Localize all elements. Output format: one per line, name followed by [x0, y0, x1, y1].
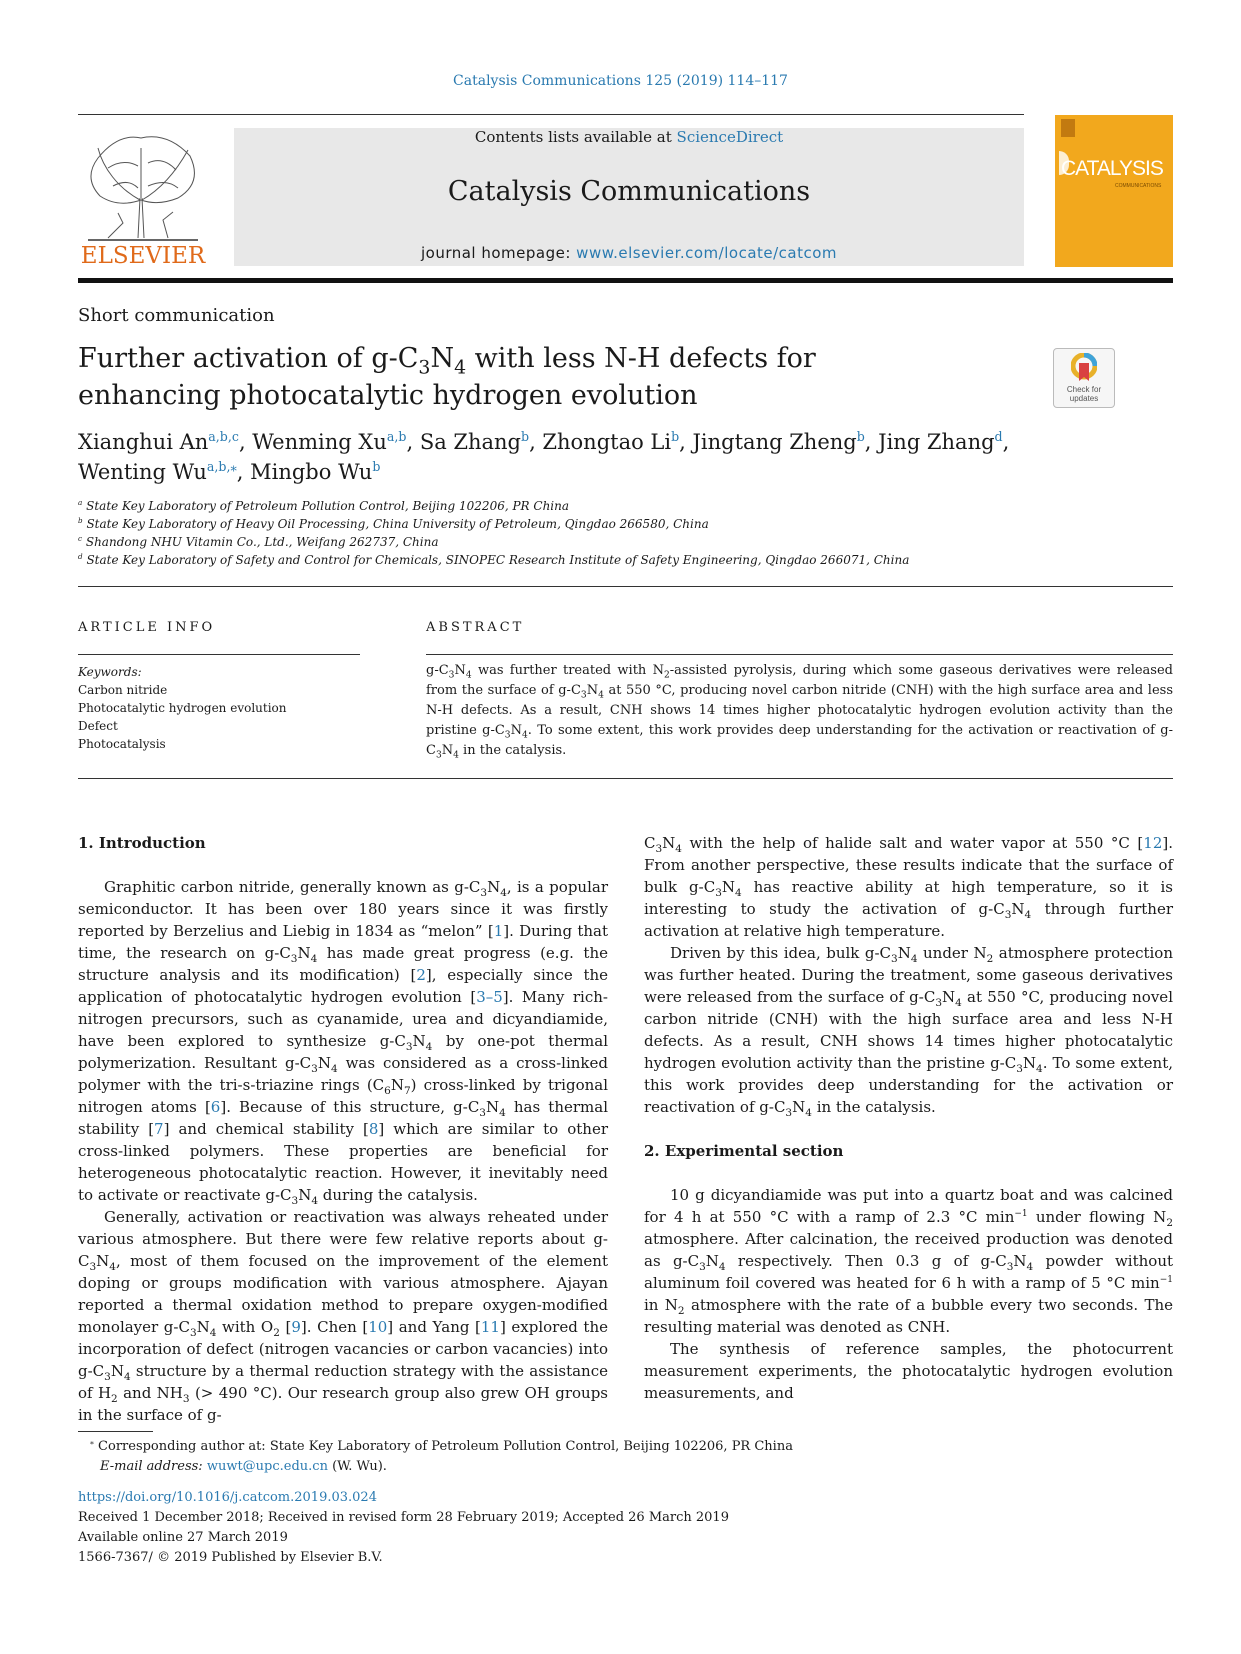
author[interactable]: Wenting Wu$^{a,b,⁎}$: [78, 459, 237, 484]
paragraph: $C_3N_4$ with the help of halide salt and water vapor at 550 °C [12]. From another perspective, these results indicate that the surface of bulk $g-C_3N_4$ has reactive ability at high temperature, so it is interesting to study the activation of $g-C_3N_4$ through further activation at relative high temperature.: [644, 834, 1173, 940]
title-part-1: Further activation of g-C: [78, 343, 419, 374]
doi-link[interactable]: https://doi.org/10.1016/j.catcom.2019.03.024: [78, 1490, 377, 1505]
paragraph: The synthesis of reference samples, the photocurrent measurement experiments, the photocatalytic hydrogen evolution measurements, and: [644, 1340, 1173, 1402]
section-heading-experimental: 2. Experimental section: [644, 1142, 844, 1160]
elsevier-wordmark: ELSEVIER: [80, 243, 206, 268]
article-title: [78, 340, 958, 414]
citation-link[interactable]: 12: [1143, 834, 1163, 852]
citation-link[interactable]: 8: [368, 1120, 379, 1138]
contents-prefix: Contents lists available at: [474, 128, 677, 146]
citation-link[interactable]: 7: [154, 1120, 164, 1138]
header-rule: [78, 114, 1024, 115]
citation-link[interactable]: 9: [291, 1318, 301, 1336]
journal-cover: [1055, 115, 1173, 267]
article-info-rule: [78, 654, 360, 655]
keyword: Photocatalytic hydrogen evolution: [78, 701, 287, 715]
author[interactable]: Zhongtao Li$^b$: [542, 429, 680, 454]
paragraph: Driven by this idea, bulk $g-C_3N_4$ under $N_2$ atmosphere protection was further heated. During the treatment, some gaseous derivatives were released from the surface of $g-C_3N_4$ at 550 °C, producing novel carbon nitride (CNH) with the high surface area and less N-H defects. As a result, CNH shows 14 times higher photocatalytic hydrogen evolution activity than the pristine $g-C_3N_4$. To some extent, this work provides deep understanding for the activation or reactivation of $g-C_3N_4$ in the catalysis.: [644, 944, 1173, 1119]
author[interactable]: Jing Zhang$^d$: [878, 429, 1003, 454]
keywords-block: [78, 663, 287, 753]
affiliation-rule: [78, 586, 1173, 587]
check-updates-icon: [1071, 353, 1097, 383]
body-column-right: [644, 832, 1173, 1404]
citation-link[interactable]: 3–5: [476, 988, 503, 1006]
publication-metadata: [78, 1488, 978, 1568]
paragraph: Generally, activation or reactivation was always reheated under various atmosphere. But there were few relative reports about $g-C_3N_4$, most of them focused on the improvement of the element doping or groups modification with various atmosphere. Ajayan reported a thermal oxidation method to prepare oxygen-modified monolayer $g-C_3N_4$ with $O_2$ [9]. Chen [10] and Yang [11] explored the incorporation of defect (nitrogen vacancies or carbon vacancies) into $g-C_3N_4$ structure by a thermal reduction strategy with the assistance of $H_2$ and $NH_3$ (> 490 °C). Our research group also grew OH groups in the surface of g-: [78, 1208, 609, 1424]
author[interactable]: Jingtang Zheng$^b$: [692, 429, 865, 454]
keyword: Defect: [78, 719, 118, 733]
corresponding-author-note: ⁎ Corresponding author at: State Key Laboratory of Petroleum Pollution Control, Beijing 102206, PR China: [90, 1437, 793, 1454]
sciencedirect-link[interactable]: ScienceDirect: [676, 128, 784, 146]
author[interactable]: Xianghui An$^{a,b,c}$: [78, 429, 239, 454]
footnote-rule: [78, 1431, 153, 1432]
received-dates: Received 1 December 2018; Received in revised form 28 February 2019; Accepted 26 March 2019: [78, 1510, 729, 1525]
homepage-line: [234, 244, 1024, 262]
abstract-rule: [426, 654, 1173, 655]
elsevier-logo: [78, 128, 208, 268]
homepage-link[interactable]: www.elsevier.com/locate/catcom: [576, 244, 838, 262]
title-part-3: with less N-H defects for enhancing photocatalytic hydrogen evolution: [78, 343, 816, 411]
email-link[interactable]: wuwt@upc.edu.cn: [206, 1459, 328, 1474]
author[interactable]: Wenming Xu$^{a,b}$: [252, 429, 407, 454]
paragraph: 10 g dicyandiamide was put into a quartz boat and was calcined for 4 h at 550 °C with a ramp of 2.3 °C $\min^{-1}$ under flowing $N_2$ atmosphere. After calcination, the received production was denoted as $g-C_3N_4$ respectively. Then 0.3 g of $g-C_3N_4$ powder without aluminum foil covered was heated for 6 h with a ramp of 5 °C $\min^{-1}$ in $N_2$ atmosphere with the rate of a bubble every two seconds. The resulting material was denoted as CNH.: [644, 1186, 1174, 1336]
title-part-2: N: [430, 343, 455, 374]
body-column-left: [78, 832, 608, 1426]
cover-title: CATALYSIS: [1061, 157, 1163, 180]
affiliations: [78, 497, 1078, 569]
affiliation: $^b$ State Key Laboratory of Heavy Oil Processing, China University of Petroleum, Qingdao 266580, China: [78, 516, 709, 531]
email-line: E-mail address: wuwt@upc.edu.cn (W. Wu).: [100, 1459, 387, 1474]
corresponding-footnote: [78, 1437, 978, 1477]
cover-subtitle: COMMUNICATIONS: [1115, 183, 1162, 189]
abstract-bottom-rule: [78, 778, 1173, 779]
abstract-heading: ABSTRACT: [426, 620, 525, 635]
journal-name: Catalysis Communications: [447, 176, 811, 207]
abstract-text: $g-C_3N_4$ was further treated with $N_2$-assisted pyrolysis, during which some gaseous derivatives were released from the surface of $g-C_3N_4$ at 550 °C, producing novel carbon nitride (CNH) with the high surface area and less N-H defects. As a result, CNH shows 14 times higher photocatalytic hydrogen evolution activity than the pristine $g-C_3N_4$. To some extent, this work provides deep understanding for the activation or reactivation of $g-C_3N_4$ in the catalysis.: [426, 663, 1174, 761]
available-online: Available online 27 March 2019: [78, 1530, 288, 1545]
keyword: Photocatalysis: [78, 737, 166, 751]
section-heading-introduction: 1. Introduction: [78, 834, 206, 852]
copyright: 1566-7367/ © 2019 Published by Elsevier B.V.: [78, 1550, 383, 1565]
affiliation: $^a$ State Key Laboratory of Petroleum Pollution Control, Beijing 102206, PR China: [78, 498, 570, 513]
title-subscript-3: 3: [418, 356, 431, 379]
citation-link[interactable]: 10: [368, 1318, 388, 1336]
affiliation: $^d$ State Key Laboratory of Safety and Control for Chemicals, SINOPEC Research Institute of Safety Engineering, Qingdao 266071, China: [78, 552, 910, 567]
header-thick-rule: [78, 278, 1173, 283]
citation-link[interactable]: 11: [480, 1318, 500, 1336]
affiliation: $^c$ Shandong NHU Vitamin Co., Ltd., Weifang 262737, China: [78, 534, 439, 549]
author[interactable]: Sa Zhang$^b$: [419, 429, 530, 454]
keywords-label: Keywords:: [78, 665, 142, 679]
article-type: Short communication: [78, 305, 275, 326]
author-list: Xianghui An$^{a,b,c}$, Wenming Xu$^{a,b}$, Sa Zhang$^b$, Zhongtao Li$^b$, Jingtang Zheng$^b$, Jing Zhang$^d$, Wenting Wu$^{a,b,⁎}$, Mingbo Wu$^b$: [78, 429, 1010, 484]
journal-header-band: [234, 128, 1024, 266]
citation-link[interactable]: 6: [210, 1098, 221, 1116]
article-info-heading: ARTICLE INFO: [78, 620, 216, 635]
homepage-prefix: journal homepage:: [420, 244, 577, 262]
citation-link[interactable]: 1: [493, 922, 504, 940]
citation-link[interactable]: 2: [416, 966, 426, 984]
check-for-updates-button[interactable]: [1053, 348, 1115, 408]
author[interactable]: Mingbo Wu$^b$: [250, 459, 381, 484]
paragraph: Graphitic carbon nitride, generally known as $g-C_3N_4$, is a popular semiconductor. It has been over 180 years since it was firstly reported by Berzelius and Liebig in 1834 as “melon” [1]. During that time, the research on $g-C_3N_4$ has made great progress (e.g. the structure analysis and its modification) [2], especially since the application of photocatalytic hydrogen evolution [3–5]. Many rich-nitrogen precursors, such as cyanamide, urea and dicyandiamide, have been explored to synthesize $g-C_3N_4$ by one-pot thermal polymerization. Resultant $g-C_3N_4$ was considered as a cross-linked polymer with the tri-s-triazine rings $(C_6N_7)$ cross-linked by trigonal nitrogen atoms [6]. Because of this structure, $g-C_3N_4$ has thermal stability [7] and chemical stability [8] which are similar to other cross-linked polymers. These properties are beneficial for heterogeneous photocatalytic reaction. However, it inevitably need to activate or reactivate $g-C_3N_4$ during the catalysis.: [78, 878, 609, 1207]
contents-line: [234, 128, 1024, 146]
check-updates-label: Check for updates: [1066, 385, 1102, 403]
cover-logo: [1061, 119, 1075, 137]
journal-reference[interactable]: Catalysis Communications 125 (2019) 114–117: [453, 73, 788, 89]
title-subscript-4: 4: [454, 356, 467, 379]
keyword: Carbon nitride: [78, 683, 168, 697]
